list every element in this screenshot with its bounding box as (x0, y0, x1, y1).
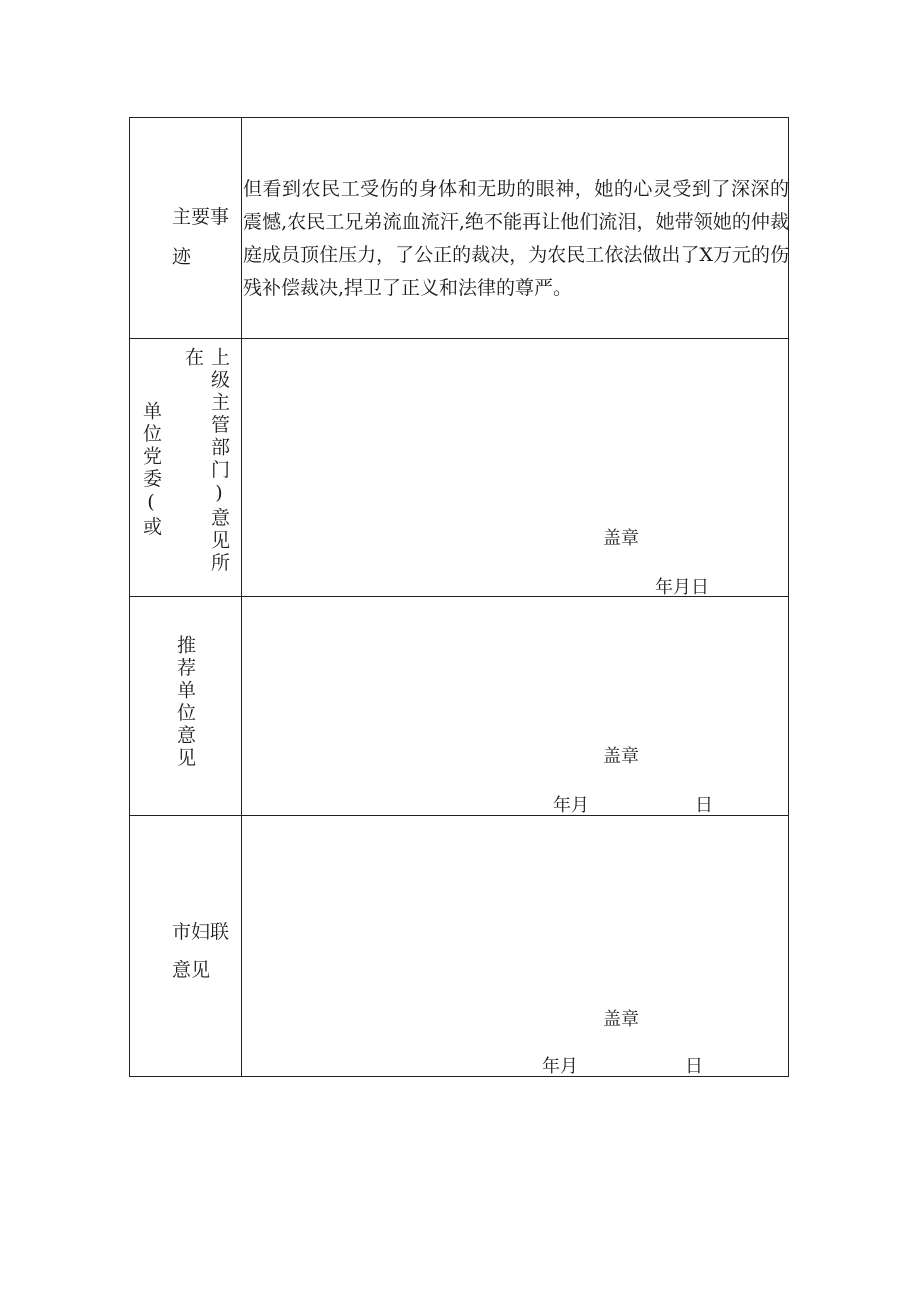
main-deeds-content: 但看到农民工受伤的身体和无助的眼神，她的心灵受到了深深的震憾,农民工兄弟流血流汗,绝不能再让他们流泪，她带领她的仲裁庭成员顶住压力，了公正的裁决，为农民工依法做出了X万元的伤残补偿裁决,捍卫了正义和法律的尊严。 (243, 178, 789, 299)
recommending-unit-date-ym: 年月 (553, 795, 589, 816)
womens-federation-date-ym: 年月 (542, 1056, 578, 1077)
womens-federation-label-line2: 意见 (172, 959, 211, 981)
column-divider (241, 816, 242, 1076)
main-deeds-label-line1: 主要事 (172, 206, 230, 228)
nomination-form-table (129, 117, 789, 1077)
row-party-committee (130, 339, 788, 597)
party-committee-stamp: 盖章 (603, 528, 639, 549)
recommending-unit-stamp: 盖章 (603, 746, 639, 767)
party-committee-label-col2: 上级主管部门)意见所在 (182, 347, 230, 575)
womens-federation-label-line1: 市妇联 (172, 921, 230, 943)
party-committee-label-col1: 单位党委(或 (140, 401, 162, 539)
main-deeds-label-line2: 迹 (172, 246, 192, 268)
womens-federation-stamp: 盖章 (603, 1009, 639, 1030)
party-committee-date: 年月日 (655, 577, 709, 598)
column-divider (241, 339, 242, 596)
column-divider (241, 118, 242, 338)
row-womens-federation (130, 816, 788, 1076)
recommending-unit-label: 推荐单位意见 (174, 635, 196, 770)
recommending-unit-date-d: 日 (695, 795, 713, 816)
column-divider (241, 597, 242, 815)
row-recommending-unit (130, 597, 788, 816)
row-main-deeds (130, 118, 788, 339)
womens-federation-date-d: 日 (685, 1056, 703, 1077)
